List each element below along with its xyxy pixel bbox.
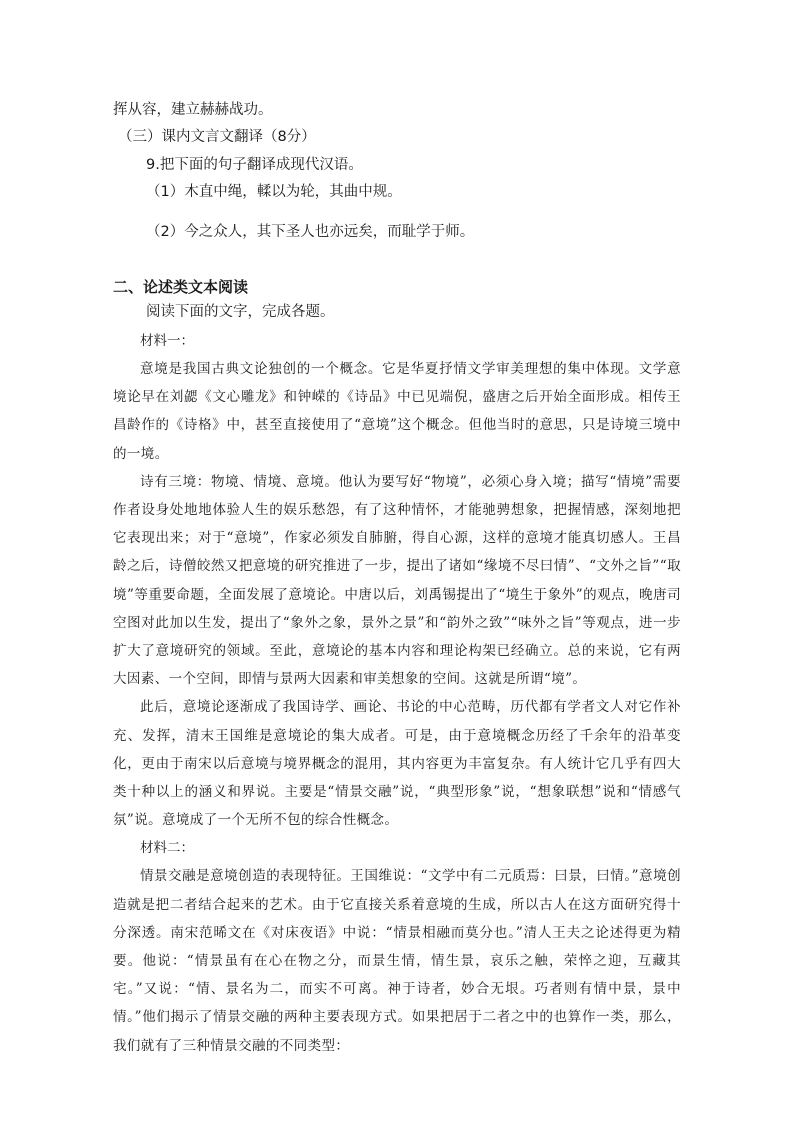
material-2-label: 材料二： xyxy=(140,840,194,857)
continued-text-line: 挥从容，建立赫赫战功。 xyxy=(113,102,273,118)
translation-item-2: （2）今之众人，其下圣人也亦远矣，而耻学于师。 xyxy=(146,224,475,240)
reading-instruction: 阅读下面的文字，完成各题。 xyxy=(146,304,335,320)
question-prompt: 9.把下面的句子翻译成现代汉语。 xyxy=(146,157,363,173)
material-1-label: 材料一： xyxy=(140,333,194,349)
article-body xyxy=(113,327,681,1060)
material-1-paragraph-3: 此后，意境论逐渐成了我国诗学、画论、书论的中心范畴，历代都有学者文人对它作补充、发挥，清末王国维是意境论的集大成者。可是，由于意境概念历经了千余年的沿革变化，更由于南宋以后意境与境界概念的混用，其内容更为丰富复杂。有人统计它几乎有四大类十种以上的涵义和界说。主要是“情景交融”说，“典型形象”说，“想象联想”说和“情感气氛”说。意境成了一个无所不包的综合性概念。 xyxy=(113,699,681,829)
material-2-paragraph-1: 情景交融是意境创造的表现特征。王国维说：“文学中有二元质焉：曰景，曰情。”意境创造就是把二者结合起来的艺术。由于它直接关系着意境的生成，所以古人在这方面研究得十分深透。南宋范晞文在《对床夜语》中说：“情景相融而莫分也。”清人王夫之论述得更为精要。他说：“情景虽有在心在物之分，而景生情，情生景，哀乐之触，荣悴之迎，互藏其宅。”又说：“情、景名为二，而实不可离。神于诗者，妙合无垠。巧者则有情中景，景中情。”他们揭示了情景交融的两种主要表现方式。如果把居于二者之中的也算作一类，那么，我们就有了三种情景交融的不同类型： xyxy=(113,868,681,1054)
translation-item-1: （1）木直中绳，輮以为轮，其曲中规。 xyxy=(146,184,402,200)
material-1-paragraph-1: 意境是我国古典文论独创的一个概念。它是华夏抒情文学审美理想的集中体现。文学意境论早在刘勰《文心雕龙》和钟嵘的《诗品》中已见端倪，盛唐之后开始全面形成。相传王昌龄作的《诗格》中，甚至直接使用了“意境”这个概念。但他当时的意思，只是诗境三境中的一境。 xyxy=(113,361,681,462)
material-1-paragraph-2: 诗有三境：物境、情境、意境。他认为要写好“物境”，必须心身入境；描写“情境”需要作者设身处地地体验人生的娱乐愁怨，有了这种情怀，才能驰骋想象，把握情感，深刻地把它表现出来；对于“意境”，作家必须发自肺腑，得自心源，这样的意境才能真切感人。王昌龄之后，诗僧皎然又把意境的研究推进了一步，提出了诸如“缘境不尽曰情”、“文外之旨”“取境”等重要命题，全面发展了意境论。中唐以后，刘禹锡提出了“境生于象外”的观点，晚唐司空图对此加以生发，提出了“象外之象，景外之景”和“韵外之致”“味外之旨”等观点，进一步扩大了意境研究的领域。至此，意境论的基本内容和理论构架已经确立。总的来说，它有两大因素、一个空间，即情与景两大因素和审美想象的空间。这就是所谓“境”。 xyxy=(113,473,681,688)
question-section-heading: （三）课内文言文翻译（8分） xyxy=(118,129,316,145)
section-heading: 二、论述类文本阅读 xyxy=(113,278,249,296)
